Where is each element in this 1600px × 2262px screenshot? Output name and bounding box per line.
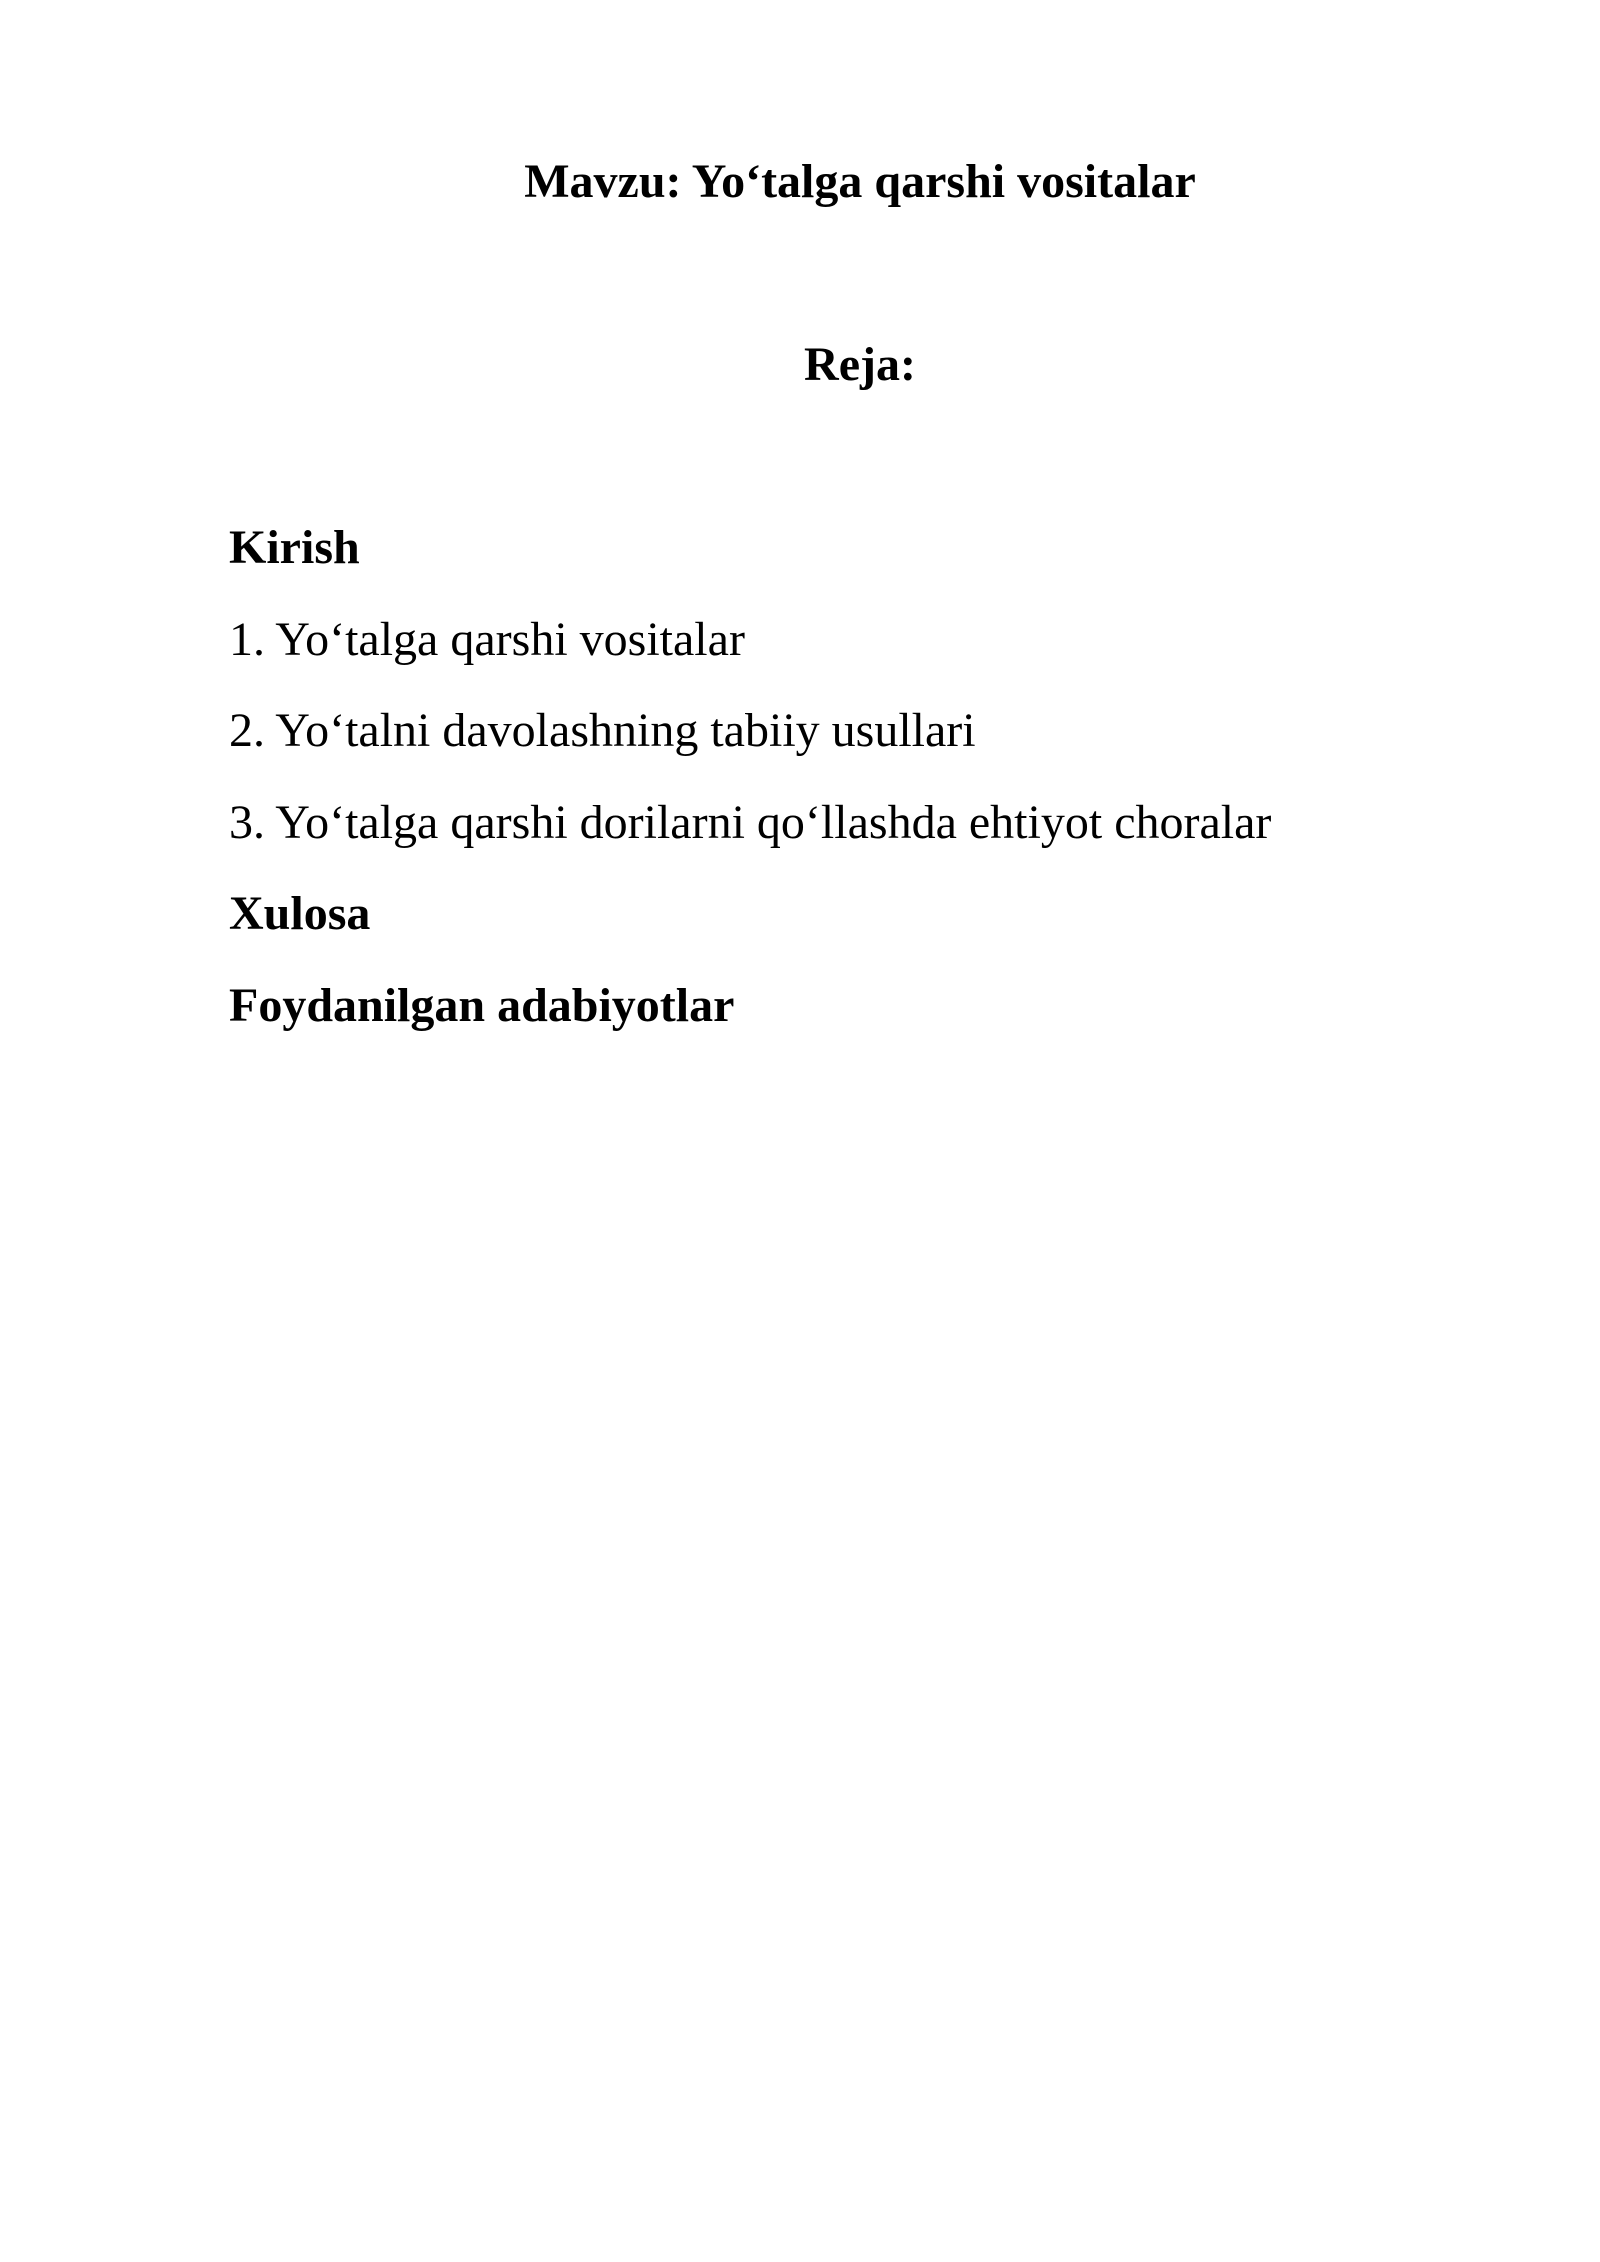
plan-item-conclusion: Xulosa bbox=[229, 887, 371, 940]
plan-heading: Reja: bbox=[804, 338, 916, 391]
plan-item-references: Foydanilgan adabiyotlar bbox=[229, 978, 735, 1032]
plan-item-intro: Kirish bbox=[229, 521, 360, 574]
document-title: Mavzu: Yo‘talga qarshi vositalar bbox=[524, 155, 1196, 208]
plan-item-3: 3. Yo‘talga qarshi dorilarni qo‘llashda ehtiyot choralar bbox=[229, 795, 1272, 849]
plan-item-2: 2. Yo‘talni davolashning tabiiy usullari bbox=[229, 704, 976, 757]
plan-item-1: 1. Yo‘talga qarshi vositalar bbox=[229, 612, 745, 666]
plan-list bbox=[229, 518, 1529, 1067]
